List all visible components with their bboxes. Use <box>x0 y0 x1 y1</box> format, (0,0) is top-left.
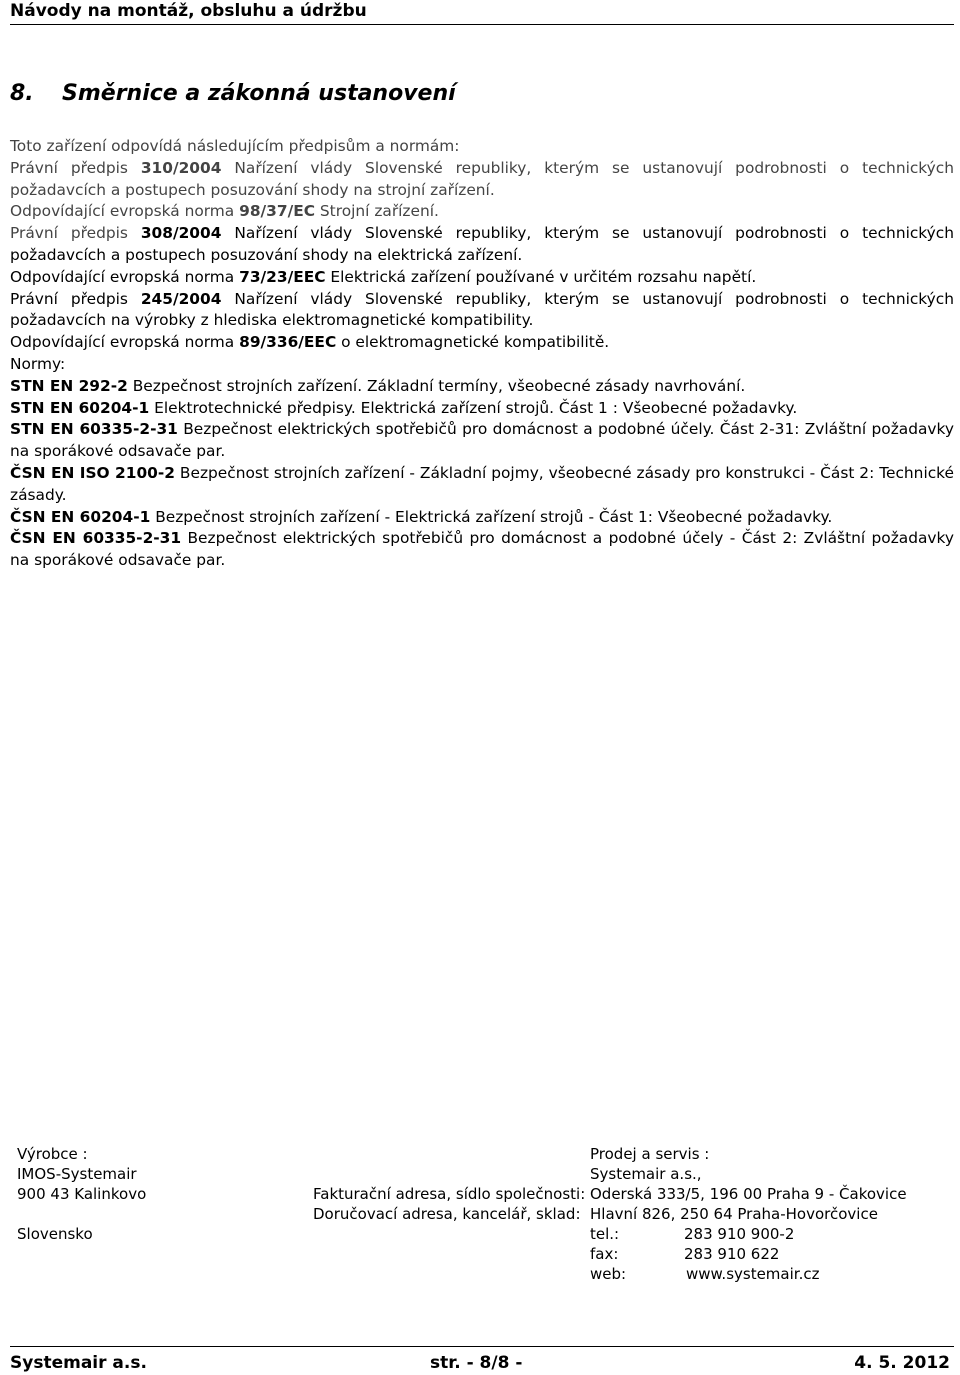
regulation-number: 245/2004 <box>140 289 222 308</box>
document-header-title: Návody na montáž, obsluhu a údržbu <box>10 1 367 21</box>
normy-label: Normy: <box>10 354 66 373</box>
standard-item-1 <box>10 376 954 398</box>
text-span: Bezpečnost elektrických spotřebičů pro domácnost a podobné účely. Část 2-31: Zvláštní požadavky na sporákové odsavače par. <box>10 420 954 461</box>
section-number: 8. <box>10 81 34 106</box>
text-span: Elektrická zařízení používané v určitém rozsahu napětí. <box>325 267 757 286</box>
section-title: Směrnice a zákonná ustanovení <box>62 81 456 106</box>
sales-company-name: Systemair a.s., <box>590 1165 702 1183</box>
section-heading <box>10 80 456 108</box>
eu-norm-paragraph-1 <box>10 201 954 223</box>
text-span: Strojní zařízení. <box>315 202 439 221</box>
document-body <box>10 136 954 572</box>
billing-address: Oderská 333/5, 196 00 Praha 9 - Čakovice <box>590 1185 907 1203</box>
text-span: Odpovídající evropská norma <box>10 202 240 221</box>
regulation-number: 308/2004 <box>140 224 222 243</box>
text-span: Elektrotechnické předpisy. Elektrická zařízení strojů. Část 1 : Všeobecné požadavky. <box>149 398 798 417</box>
text-span: Nařízení vlády Slovenské republiky, kterým se ustanovují podrobnosti o technických požadavcích na výrobky z hlediska elektromagnetické kompatibility. <box>10 289 954 330</box>
regulation-number: 310/2004 <box>140 158 222 177</box>
footer-company: Systemair a.s. <box>10 1353 147 1373</box>
text-span: Bezpečnost strojních zařízení - Elektrická zařízení strojů - Část 1: Všeobecné požadavky. <box>150 507 833 526</box>
fax-value: 283 910 622 <box>684 1245 780 1263</box>
page-number: str. - 8/8 - <box>430 1353 523 1373</box>
intro-paragraph: Toto zařízení odpovídá následujícím předpisům a normám: <box>10 137 460 155</box>
manufacturer-country: Slovensko <box>17 1225 93 1243</box>
document-date: 4. 5. 2012 <box>854 1353 950 1373</box>
text-span: Bezpečnost strojních zařízení - Základní pojmy, všeobecné zásady pro konstrukci - Část 2: Technické zásady. <box>10 463 955 504</box>
billing-address-label: Fakturační adresa, sídlo společnosti: <box>313 1185 586 1203</box>
standard-item-5 <box>10 507 954 529</box>
eu-norm-paragraph-3 <box>10 332 954 354</box>
delivery-address: Hlavní 826, 250 64 Praha-Hovorčovice <box>590 1205 878 1223</box>
text-span: Nařízení vlády Slovenské republiky, kterým se ustanovují podrobnosti o technických požadavcích a postupech posuzování shody na elektrická zařízení. <box>10 224 954 264</box>
standard-item-6 <box>10 528 954 572</box>
tel-value: 283 910 900-2 <box>684 1225 795 1243</box>
standard-code: ČSN EN ISO 2100-2 <box>10 463 175 482</box>
text-span: Právní předpis <box>10 224 141 243</box>
regulation-paragraph-1 <box>10 158 954 202</box>
norm-number: 89/336/EEC <box>239 333 337 352</box>
text-span: o elektromagnetické kompatibilitě. <box>336 333 610 352</box>
manufacturer-name: IMOS-Systemair <box>17 1165 137 1183</box>
eu-norm-paragraph-2 <box>10 267 954 289</box>
text-span: Bezpečnost strojních zařízení. Základní termíny, všeobecné zásady navrhování. <box>127 376 746 395</box>
standard-code: STN EN 60335-2-31 <box>10 420 178 439</box>
norm-number: 98/37/EC <box>239 202 316 221</box>
norm-number: 73/23/EEC <box>239 267 326 286</box>
standard-code: ČSN EN 60335-2-31 <box>10 529 182 548</box>
regulation-paragraph-3 <box>10 289 954 333</box>
text-span: Odpovídající evropská norma <box>10 333 240 352</box>
standard-item-3 <box>10 419 954 463</box>
web-label: web: <box>590 1265 627 1283</box>
web-link[interactable]: www.systemair.cz <box>686 1265 820 1283</box>
tel-label: tel.: <box>590 1225 620 1243</box>
text-span: Právní předpis <box>10 289 141 308</box>
regulation-paragraph-2 <box>10 223 954 267</box>
manufacturer-label: Výrobce : <box>17 1145 88 1163</box>
footer-divider <box>10 1346 954 1347</box>
fax-label: fax: <box>590 1245 619 1263</box>
standard-code: ČSN EN 60204-1 <box>10 507 151 526</box>
standard-item-2 <box>10 398 954 420</box>
sales-service-label: Prodej a servis : <box>590 1145 710 1163</box>
text-span: Odpovídající evropská norma <box>10 267 240 286</box>
text-span: Bezpečnost elektrických spotřebičů pro domácnost a podobné účely - Část 2: Zvláštní požadavky na sporákové odsavače par. <box>10 529 954 570</box>
text-span: Právní předpis <box>10 158 141 177</box>
standard-code: STN EN 292-2 <box>10 376 128 395</box>
header-divider <box>10 24 954 25</box>
standard-item-4 <box>10 463 954 507</box>
standard-code: STN EN 60204-1 <box>10 398 150 417</box>
delivery-address-label: Doručovací adresa, kancelář, sklad: <box>313 1205 581 1223</box>
manufacturer-city: 900 43 Kalinkovo <box>17 1185 147 1203</box>
text-span: Nařízení vlády Slovenské republiky, kterým se ustanovují podrobnosti o technických požadavcích a postupech posuzování shody na strojní zařízení. <box>10 158 954 199</box>
